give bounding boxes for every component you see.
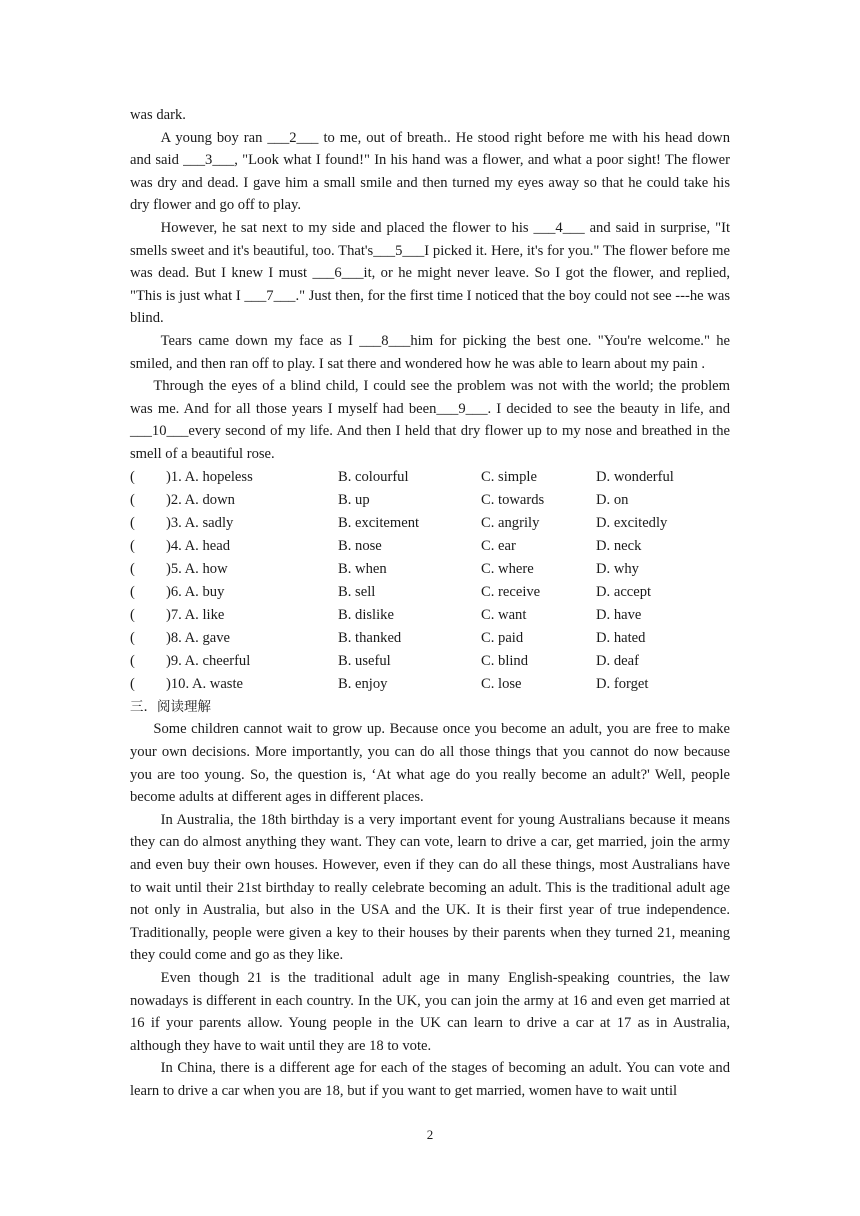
option-row-7	[130, 604, 730, 627]
option-b: B. colourful	[338, 468, 409, 485]
option-c: C. where	[481, 560, 534, 577]
cloze-paragraph-4: Through the eyes of a blind child, I could see the problem was not with the world; the problem was me. And for all those years I myself had been___9___. I decided to see the beauty in life, and ___10___every second of my life. And then I held that dry flower up to my nose and breathed in the smell of a beautiful rose.	[130, 378, 730, 462]
answer-blank: (	[130, 607, 135, 624]
section-heading: 三．阅读理解	[130, 699, 211, 716]
option-a: )3. A. sadly	[166, 514, 234, 531]
option-a: )9. A. cheerful	[166, 653, 251, 670]
option-a: )10. A. waste	[166, 676, 244, 693]
reading-paragraph-4: In China, there is a different age for each of the stages of becoming an adult. You can vote and learn to drive a car when you are 18, but if you want to get married, women have to wait until	[130, 1060, 730, 1099]
option-c: C. paid	[481, 630, 524, 647]
cloze-paragraph-1: A young boy ran ___2___ to me, out of breath.. He stood right before me with his head down and said ___3___, "Look what I found!" In his hand was a flower, and what a poor sight! The flower was dry and dead. I gave him a small smile and then turned my eyes away so that he could take his dry flower and go off to play.	[130, 129, 730, 214]
option-d: D. accept	[596, 583, 652, 600]
option-a: )5. A. how	[166, 560, 228, 577]
option-row-9	[130, 650, 730, 673]
cloze-paragraph-0: was dark.	[130, 107, 186, 123]
option-c: C. angrily	[481, 514, 540, 531]
option-d: D. have	[596, 607, 642, 624]
option-d: D. excitedly	[596, 514, 668, 531]
option-d: D. hated	[596, 630, 646, 647]
answer-blank: (	[130, 514, 135, 531]
option-b: B. nose	[338, 537, 382, 554]
option-row-5	[130, 558, 730, 581]
answer-blank: (	[130, 583, 135, 600]
cloze-paragraph-2: However, he sat next to my side and placed the flower to his ___4___ and said in surprise, "It smells sweet and it's beautiful, too. That's___5___I picked it. Here, it's for you." The flower before me was dead. But I knew I must ___6___it, or he might never leave. So I got the flower, and replied, "This is just what I ___7___." Just then, for the first time I noticed that the boy could not see ---he was blind.	[130, 219, 730, 327]
reading-paragraph-1: Some children cannot wait to grow up. Because once you become an adult, you are free to make your own decisions. More importantly, you can do all those things that you cannot do now because you are too young. So, the question is, ‘At what age do you really become an adult?' Well, people become adults at different ages in different places.	[130, 721, 730, 806]
option-row-10	[130, 673, 730, 696]
option-c: C. towards	[481, 491, 545, 508]
option-b: B. enjoy	[338, 676, 388, 693]
cloze-paragraph-3: Tears came down my face as I ___8___him for picking the best one. "You're welcome." he smiled, and then ran off to play. I sat there and wondered how he was able to learn about my pain .	[130, 332, 730, 372]
option-row-1	[130, 466, 730, 489]
option-d: D. forget	[596, 676, 649, 693]
option-row-2	[130, 489, 730, 512]
option-b: B. useful	[338, 653, 391, 670]
option-b: B. up	[338, 491, 370, 508]
option-a: )2. A. down	[166, 491, 235, 508]
answer-blank: (	[130, 560, 135, 577]
option-d: D. why	[596, 560, 639, 577]
option-d: D. neck	[596, 537, 642, 554]
option-a: )7. A. like	[166, 607, 225, 624]
answer-blank: (	[130, 537, 135, 554]
option-row-4	[130, 535, 730, 558]
page-content	[130, 104, 730, 1103]
option-c: C. receive	[481, 583, 541, 600]
option-a: )4. A. head	[166, 537, 231, 554]
option-row-3	[130, 512, 730, 535]
page-number: 2	[426, 1127, 434, 1142]
option-a: )1. A. hopeless	[166, 468, 253, 485]
answer-blank: (	[130, 630, 135, 647]
option-b: B. excitement	[338, 514, 420, 531]
option-d: D. on	[596, 491, 629, 508]
option-row-8	[130, 627, 730, 650]
option-c: C. ear	[481, 537, 516, 554]
answer-blank: (	[130, 676, 135, 693]
option-c: C. simple	[481, 468, 537, 485]
option-a: )6. A. buy	[166, 583, 225, 600]
option-c: C. want	[481, 607, 527, 624]
option-row-6	[130, 581, 730, 604]
option-c: C. blind	[481, 653, 529, 670]
option-b: B. sell	[338, 583, 376, 600]
option-d: D. wonderful	[596, 468, 674, 485]
reading-paragraph-3: Even though 21 is the traditional adult age in many English-speaking countries, the law nowadays is different in each country. In the UK, you can join the army at 16 and even get married at 16 if your parents allow. Young people in the UK can learn to drive a car at 17 as in Australia, although they have to wait until they are 18 to vote.	[130, 969, 730, 1054]
answer-blank: (	[130, 491, 135, 508]
reading-paragraph-2: In Australia, the 18th birthday is a very important event for young Australians because it means they can do almost anything they want. They can vote, learn to drive a car, get married, join the army and even buy their own houses. However, even if they can do all these things, most Australians have to wait until their 21st birthday to really celebrate becoming an adult. This is the traditional adult age not only in Australia, but also in the USA and the UK. It is their first year of true independence. Traditionally, people were given a key to their houses by their parents when they turned 21, meaning they could come and go as they like.	[130, 811, 730, 964]
option-b: B. thanked	[338, 630, 402, 647]
option-b: B. when	[338, 560, 387, 577]
option-b: B. dislike	[338, 607, 394, 624]
option-d: D. deaf	[596, 653, 639, 670]
answer-blank: (	[130, 468, 135, 485]
options-list	[130, 466, 730, 697]
option-a: )8. A. gave	[166, 630, 231, 647]
option-c: C. lose	[481, 676, 522, 693]
answer-blank: (	[130, 653, 135, 670]
